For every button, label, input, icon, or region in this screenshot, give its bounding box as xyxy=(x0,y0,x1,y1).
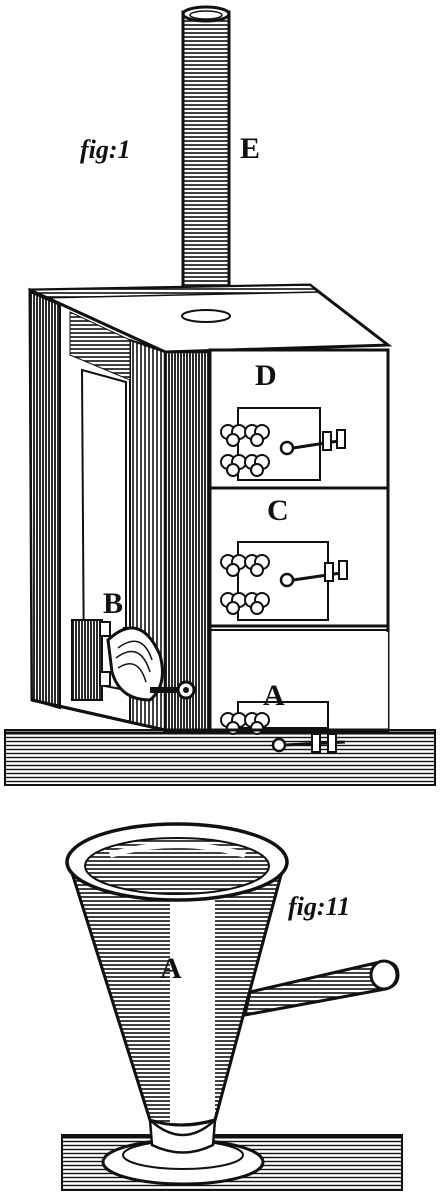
label-drawer-c: C xyxy=(267,494,289,527)
figure-2-caption: fig:11 xyxy=(288,892,351,921)
crucible-handle xyxy=(245,961,398,1015)
chimney-tube xyxy=(183,7,229,317)
figure-1-furnace xyxy=(5,7,435,785)
label-side-door-b: B xyxy=(103,587,124,620)
drawer-tier-c xyxy=(210,488,388,626)
label-chimney-e: E xyxy=(240,132,261,165)
crucible-foot xyxy=(103,1120,263,1184)
crucible-rim xyxy=(67,824,287,900)
label-drawer-a: A xyxy=(263,679,285,712)
figure-1-caption: fig:1 xyxy=(80,135,131,164)
figure-2-crucible xyxy=(60,824,402,1190)
drawer-tier-d xyxy=(210,350,388,488)
label-crucible-a: A xyxy=(160,952,182,985)
floor-slab xyxy=(5,730,435,785)
label-drawer-d: D xyxy=(255,359,277,392)
